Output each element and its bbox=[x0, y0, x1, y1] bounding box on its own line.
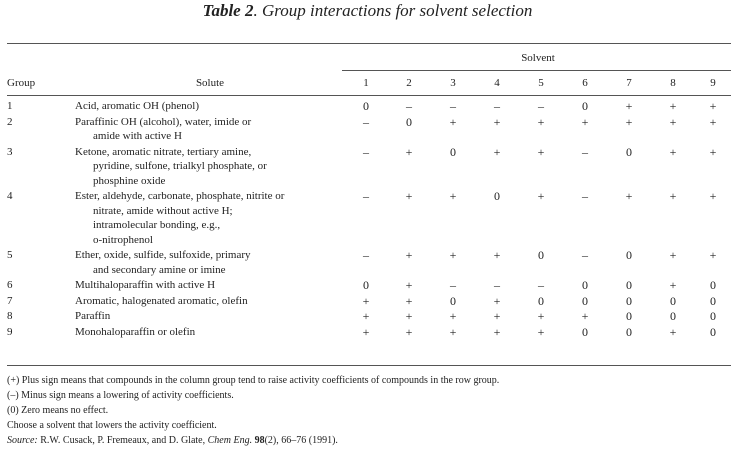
caption-label: Table 2 bbox=[202, 1, 254, 20]
interaction-cell: 0 bbox=[670, 293, 676, 308]
solvent-col-3: 3 bbox=[450, 76, 456, 89]
interaction-cell: 0 bbox=[450, 293, 456, 308]
solute-description bbox=[75, 145, 345, 190]
interaction-cell: – bbox=[538, 278, 544, 292]
interaction-cell: + bbox=[537, 144, 545, 159]
interaction-cell: 0 bbox=[582, 324, 588, 339]
solute-description bbox=[75, 278, 345, 294]
interaction-cell: 0 bbox=[710, 278, 716, 292]
interaction-cell: + bbox=[581, 114, 589, 129]
table-row bbox=[7, 189, 731, 248]
solvent-header: Solvent bbox=[521, 51, 555, 64]
group-number: 6 bbox=[7, 279, 13, 291]
interaction-cell: – bbox=[450, 99, 456, 113]
interaction-cell: – bbox=[582, 189, 588, 203]
solute-line: o-nitrophenol bbox=[93, 233, 153, 246]
table-row bbox=[7, 325, 731, 341]
top-rule bbox=[7, 43, 731, 44]
interaction-cell: 0 bbox=[363, 278, 369, 292]
interaction-cell: + bbox=[709, 144, 717, 159]
caption-text: . Group interactions for solvent selection bbox=[253, 1, 533, 20]
solvent-col-4: 4 bbox=[494, 76, 500, 89]
interaction-cell: – bbox=[450, 278, 456, 292]
interaction-cell: + bbox=[362, 309, 370, 323]
group-number: 5 bbox=[7, 249, 13, 261]
source-rest: (2), 66–76 (1991). bbox=[264, 435, 338, 446]
interaction-cell: – bbox=[494, 278, 500, 292]
interaction-cell: 0 bbox=[582, 293, 588, 308]
interaction-cell: + bbox=[625, 99, 633, 113]
group-number: 7 bbox=[7, 294, 13, 307]
solute-line: and secondary amine or imine bbox=[93, 263, 226, 276]
table-row bbox=[7, 248, 731, 278]
interaction-cell: 0 bbox=[582, 278, 588, 292]
interaction-cell: 0 bbox=[626, 309, 632, 323]
interaction-cell: + bbox=[709, 114, 717, 129]
group-number: 9 bbox=[7, 325, 13, 338]
solvent-col-5: 5 bbox=[538, 76, 544, 89]
table-caption bbox=[0, 0, 735, 22]
solute-description bbox=[75, 189, 345, 248]
solute-line: Aromatic, halogenated aromatic, olefin bbox=[75, 294, 248, 307]
footnote-source bbox=[7, 433, 731, 448]
interaction-cell: + bbox=[581, 309, 589, 323]
interaction-cell: 0 bbox=[538, 293, 544, 308]
source-volume: 98 bbox=[252, 435, 265, 446]
interaction-cell: + bbox=[405, 278, 413, 292]
solute-description bbox=[75, 325, 345, 341]
solute-line: Ketone, aromatic nitrate, tertiary amine, bbox=[75, 145, 252, 158]
interaction-cell: – bbox=[363, 144, 369, 159]
interaction-cell: 0 bbox=[450, 144, 456, 159]
solute-line: amide with active H bbox=[93, 130, 182, 142]
interaction-cell: – bbox=[538, 99, 544, 113]
interaction-cell: 0 bbox=[538, 248, 544, 262]
interaction-cell: + bbox=[669, 144, 677, 159]
interaction-cell: + bbox=[449, 114, 457, 129]
interaction-cell: 0 bbox=[710, 309, 716, 323]
solute-line: Paraffinic OH (alcohol), water, imide or bbox=[75, 115, 252, 128]
interaction-cell: + bbox=[709, 99, 717, 113]
interaction-cell: 0 bbox=[670, 309, 676, 323]
interaction-cell: + bbox=[405, 309, 413, 323]
interaction-cell: + bbox=[669, 278, 677, 292]
solvent-col-6: 6 bbox=[582, 76, 588, 89]
interaction-cell: + bbox=[405, 293, 413, 308]
solute-line: Acid, aromatic OH (phenol) bbox=[75, 100, 200, 112]
source-journal: Chem Eng. bbox=[207, 435, 253, 446]
interaction-cell: + bbox=[405, 248, 413, 262]
interaction-cell: + bbox=[449, 248, 457, 262]
table-row bbox=[7, 294, 731, 310]
interaction-cell: + bbox=[449, 309, 457, 323]
interaction-cell: 0 bbox=[626, 144, 632, 159]
interaction-cell: 0 bbox=[626, 293, 632, 308]
interaction-cell: 0 bbox=[494, 189, 500, 203]
interaction-cell: + bbox=[405, 144, 413, 159]
solute-description bbox=[75, 115, 345, 145]
footnote-minus: (–) Minus sign means a lowering of activity coefficients. bbox=[7, 390, 234, 401]
footnotes bbox=[7, 373, 731, 448]
solvent-col-2: 2 bbox=[406, 76, 412, 89]
group-header: Group bbox=[7, 76, 36, 89]
interaction-cell: + bbox=[537, 309, 545, 323]
interaction-cell: 0 bbox=[710, 293, 716, 308]
interaction-cell: + bbox=[362, 293, 370, 308]
solute-line: nitrate, amide without active H; bbox=[93, 204, 233, 217]
solvent-col-7: 7 bbox=[626, 76, 632, 89]
solute-line: intramolecular bonding, e.g., bbox=[93, 219, 221, 231]
interaction-cell: – bbox=[582, 144, 588, 159]
interaction-cell: + bbox=[449, 324, 457, 339]
solute-description bbox=[75, 309, 345, 325]
solute-description bbox=[75, 96, 345, 115]
interaction-cell: – bbox=[406, 99, 412, 113]
interaction-cell: – bbox=[363, 248, 369, 262]
interaction-cell: + bbox=[537, 189, 545, 203]
interaction-cell: + bbox=[493, 293, 501, 308]
source-label: Source: bbox=[7, 435, 38, 446]
footnote-plus: (+) Plus sign means that compounds in the column group tend to raise activity coefficients of compounds in the row group. bbox=[7, 375, 500, 386]
group-number: 8 bbox=[7, 310, 13, 322]
bottom-rule bbox=[7, 365, 731, 366]
interaction-cell: + bbox=[625, 114, 633, 129]
group-number: 1 bbox=[7, 100, 13, 112]
solute-line: Ether, oxide, sulfide, sulfoxide, primary bbox=[75, 249, 251, 261]
table-row bbox=[7, 115, 731, 145]
interaction-cell: + bbox=[669, 248, 677, 262]
interaction-cell: 0 bbox=[626, 278, 632, 292]
solute-header: Solute bbox=[195, 76, 225, 89]
interaction-cell: – bbox=[582, 248, 588, 262]
interaction-cell: + bbox=[493, 144, 501, 159]
solvent-col-8: 8 bbox=[670, 76, 676, 89]
solvent-col-1: 1 bbox=[363, 76, 369, 89]
interaction-cell: + bbox=[405, 189, 413, 203]
interaction-cell: + bbox=[537, 114, 545, 129]
table-row bbox=[7, 96, 731, 115]
group-number: 3 bbox=[7, 145, 13, 158]
interaction-cell: – bbox=[494, 99, 500, 113]
interaction-cell: + bbox=[493, 114, 501, 129]
source-authors: R.W. Cusack, P. Fremeaux, and D. Glate, bbox=[37, 435, 208, 446]
group-number: 2 bbox=[7, 115, 13, 128]
interaction-cell: 0 bbox=[626, 324, 632, 339]
interaction-cell: + bbox=[625, 189, 633, 203]
interaction-cell: – bbox=[363, 189, 369, 203]
interaction-cell: 0 bbox=[406, 114, 412, 129]
interaction-cell: + bbox=[669, 114, 677, 129]
interaction-cell: 0 bbox=[626, 248, 632, 262]
interaction-cell: + bbox=[709, 189, 717, 203]
solute-description bbox=[75, 248, 345, 278]
solute-line: Paraffin bbox=[75, 310, 111, 322]
interaction-cell: + bbox=[449, 189, 457, 203]
solvent-col-9: 9 bbox=[710, 76, 716, 89]
footnote-choose: Choose a solvent that lowers the activity coefficient. bbox=[7, 420, 217, 431]
solute-line: phosphine oxide bbox=[93, 174, 166, 187]
group-number: 4 bbox=[7, 190, 13, 202]
interaction-cell: + bbox=[669, 99, 677, 113]
solute-line: Ester, aldehyde, carbonate, phosphate, nitrite or bbox=[75, 190, 285, 202]
solvent-table bbox=[7, 46, 731, 340]
interaction-cell: 0 bbox=[710, 324, 716, 339]
interaction-cell: + bbox=[493, 248, 501, 262]
interaction-cell: – bbox=[363, 114, 369, 129]
solute-line: Multihaloparaffin with active H bbox=[75, 279, 216, 291]
footnote-zero: (0) Zero means no effect. bbox=[7, 405, 109, 416]
solute-line: Monohaloparaffin or olefin bbox=[75, 325, 196, 338]
interaction-cell: + bbox=[493, 309, 501, 323]
interaction-cell: 0 bbox=[582, 99, 588, 113]
table-row bbox=[7, 278, 731, 294]
interaction-cell: + bbox=[493, 324, 501, 339]
table-row bbox=[7, 309, 731, 325]
table-row bbox=[7, 145, 731, 190]
interaction-cell: + bbox=[405, 324, 413, 339]
interaction-cell: + bbox=[669, 189, 677, 203]
solute-line: pyridine, sulfone, trialkyl phosphate, or bbox=[93, 160, 267, 172]
interaction-cell: + bbox=[362, 324, 370, 339]
interaction-cell: 0 bbox=[363, 99, 369, 113]
solute-description bbox=[75, 294, 345, 310]
interaction-cell: + bbox=[709, 248, 717, 262]
interaction-cell: + bbox=[669, 324, 677, 339]
interaction-cell: + bbox=[537, 324, 545, 339]
